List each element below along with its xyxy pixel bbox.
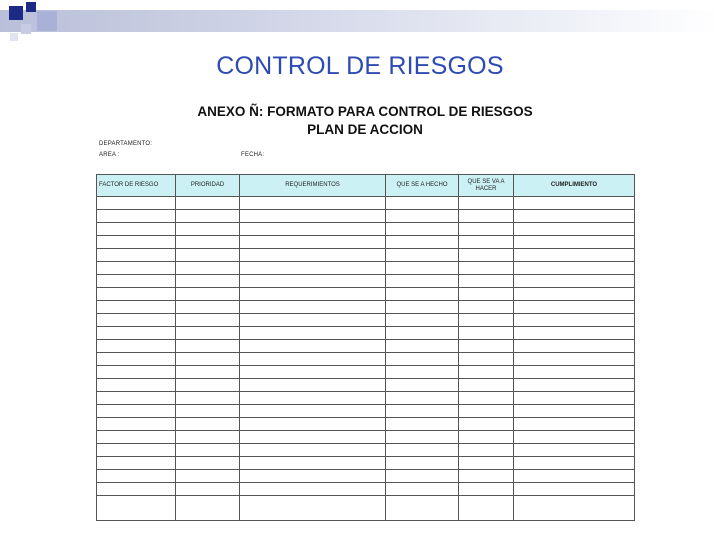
table-cell — [240, 262, 386, 275]
table-cell — [459, 444, 514, 457]
table-cell — [240, 483, 386, 496]
table-cell — [514, 405, 635, 418]
table-cell — [97, 379, 176, 392]
table-cell — [459, 301, 514, 314]
table-cell — [514, 197, 635, 210]
table-cell — [386, 483, 459, 496]
table-cell — [459, 457, 514, 470]
table-cell — [386, 431, 459, 444]
table-row — [97, 483, 635, 496]
form-subtitle: PLAN DE ACCION — [307, 122, 423, 137]
table-cell — [176, 379, 240, 392]
table-cell — [514, 431, 635, 444]
table-row — [97, 470, 635, 483]
table-cell — [97, 197, 176, 210]
table-cell — [386, 210, 459, 223]
decorative-square — [9, 6, 23, 20]
table-row — [97, 314, 635, 327]
table-cell — [459, 327, 514, 340]
table-cell — [459, 262, 514, 275]
table-cell — [97, 262, 176, 275]
header-factor-de-riesgo: FACTOR DE RIESGO — [97, 175, 176, 197]
table-row — [97, 496, 635, 521]
header-cumplimiento: CUMPLIMIENTO — [514, 175, 635, 197]
table-cell — [97, 249, 176, 262]
table-cell — [459, 379, 514, 392]
table-cell — [459, 197, 514, 210]
table-cell — [97, 496, 176, 521]
table-row — [97, 366, 635, 379]
header-que-se-a-hecho: QUE SE A HECHO — [386, 175, 459, 197]
table-cell — [240, 496, 386, 521]
table-cell — [459, 249, 514, 262]
table-cell — [176, 405, 240, 418]
table-cell — [514, 223, 635, 236]
table-cell — [459, 340, 514, 353]
table-row — [97, 262, 635, 275]
header-prioridad: PRIORIDAD — [176, 175, 240, 197]
table-cell — [240, 249, 386, 262]
table-row — [97, 431, 635, 444]
table-cell — [97, 366, 176, 379]
table-cell — [386, 418, 459, 431]
table-cell — [97, 483, 176, 496]
table-cell — [386, 405, 459, 418]
table-cell — [97, 275, 176, 288]
decorative-top-bar — [0, 10, 720, 32]
table-row — [97, 275, 635, 288]
table-cell — [386, 444, 459, 457]
table-cell — [514, 353, 635, 366]
table-cell — [97, 210, 176, 223]
table-cell — [386, 470, 459, 483]
table-row — [97, 392, 635, 405]
action-plan-table — [96, 174, 635, 521]
table-cell — [97, 457, 176, 470]
table-cell — [514, 288, 635, 301]
slide-title: CONTROL DE RIESGOS — [216, 52, 504, 80]
table-cell — [386, 392, 459, 405]
table-cell — [176, 327, 240, 340]
table-cell — [514, 366, 635, 379]
table-cell — [459, 392, 514, 405]
table-cell — [97, 392, 176, 405]
departamento-label: DEPARTAMENTO: — [99, 141, 153, 147]
table-cell — [240, 470, 386, 483]
table-row — [97, 340, 635, 353]
table-cell — [459, 405, 514, 418]
table-cell — [176, 197, 240, 210]
table-row — [97, 405, 635, 418]
table-cell — [240, 379, 386, 392]
table-cell — [97, 223, 176, 236]
table-cell — [176, 249, 240, 262]
table-cell — [176, 418, 240, 431]
table-cell — [240, 353, 386, 366]
table-cell — [386, 366, 459, 379]
table-cell — [97, 236, 176, 249]
form-title: ANEXO Ñ: FORMATO PARA CONTROL DE RIESGOS — [197, 104, 533, 119]
table-cell — [386, 223, 459, 236]
table-cell — [514, 314, 635, 327]
table-cell — [459, 210, 514, 223]
table-cell — [514, 262, 635, 275]
table-cell — [386, 457, 459, 470]
table-cell — [514, 210, 635, 223]
table-cell — [240, 236, 386, 249]
table-cell — [459, 275, 514, 288]
table-row — [97, 379, 635, 392]
table-cell — [240, 392, 386, 405]
table-cell — [386, 236, 459, 249]
table-cell — [386, 327, 459, 340]
decorative-square — [21, 24, 31, 34]
table-cell — [240, 314, 386, 327]
table-row — [97, 210, 635, 223]
table-cell — [176, 366, 240, 379]
table-cell — [176, 392, 240, 405]
decorative-square — [26, 2, 36, 12]
table-cell — [459, 366, 514, 379]
table-cell — [514, 379, 635, 392]
table-cell — [240, 366, 386, 379]
table-row — [97, 353, 635, 366]
table-cell — [97, 327, 176, 340]
table-cell — [240, 418, 386, 431]
table-cell — [386, 275, 459, 288]
table-row — [97, 223, 635, 236]
table-cell — [459, 418, 514, 431]
table-cell — [514, 236, 635, 249]
table-cell — [459, 314, 514, 327]
table-cell — [176, 444, 240, 457]
table-cell — [240, 457, 386, 470]
table-cell — [514, 301, 635, 314]
table-row — [97, 457, 635, 470]
table-cell — [240, 210, 386, 223]
table-cell — [459, 288, 514, 301]
table-cell — [386, 301, 459, 314]
table-row — [97, 301, 635, 314]
table-cell — [514, 340, 635, 353]
table-cell — [97, 353, 176, 366]
table-cell — [514, 418, 635, 431]
table-cell — [459, 496, 514, 521]
table-cell — [386, 262, 459, 275]
table-cell — [240, 288, 386, 301]
table-cell — [240, 431, 386, 444]
table-cell — [459, 470, 514, 483]
table-cell — [514, 470, 635, 483]
table-cell — [240, 340, 386, 353]
table-cell — [97, 288, 176, 301]
decorative-square — [37, 11, 57, 31]
table-cell — [176, 431, 240, 444]
table-cell — [386, 288, 459, 301]
table-cell — [386, 340, 459, 353]
table-cell — [97, 314, 176, 327]
table-cell — [386, 249, 459, 262]
table-cell — [97, 444, 176, 457]
table-cell — [176, 470, 240, 483]
table-cell — [514, 249, 635, 262]
table-cell — [514, 275, 635, 288]
table-row — [97, 249, 635, 262]
table-cell — [240, 301, 386, 314]
table-cell — [386, 314, 459, 327]
decorative-square — [10, 33, 18, 41]
table-cell — [176, 236, 240, 249]
table-cell — [386, 353, 459, 366]
table-cell — [176, 340, 240, 353]
table-cell — [97, 340, 176, 353]
table-row — [97, 327, 635, 340]
table-cell — [240, 197, 386, 210]
table-cell — [176, 353, 240, 366]
fecha-label: FECHA: — [241, 152, 265, 158]
table-cell — [97, 405, 176, 418]
table-cell — [459, 223, 514, 236]
table-cell — [176, 223, 240, 236]
table-cell — [514, 392, 635, 405]
table-cell — [176, 262, 240, 275]
table-row — [97, 418, 635, 431]
table-cell — [176, 275, 240, 288]
table-cell — [240, 444, 386, 457]
table-cell — [240, 223, 386, 236]
table-cell — [240, 405, 386, 418]
table-cell — [240, 327, 386, 340]
table-cell — [514, 327, 635, 340]
table-body — [97, 197, 635, 521]
table-cell — [459, 353, 514, 366]
table-cell — [514, 457, 635, 470]
table-cell — [459, 431, 514, 444]
table-cell — [176, 314, 240, 327]
table-cell — [176, 457, 240, 470]
table-cell — [176, 483, 240, 496]
table-cell — [514, 483, 635, 496]
header-requerimientos: REQUERIMIENTOS — [240, 175, 386, 197]
table-cell — [176, 496, 240, 521]
table-cell — [97, 418, 176, 431]
table-row — [97, 197, 635, 210]
area-label: AREA : — [99, 152, 120, 158]
table-cell — [514, 496, 635, 521]
table-cell — [176, 288, 240, 301]
table-cell — [176, 301, 240, 314]
table-cell — [386, 379, 459, 392]
table-cell — [240, 275, 386, 288]
table-cell — [514, 444, 635, 457]
table-header-row — [97, 175, 635, 197]
table-row — [97, 444, 635, 457]
table-cell — [97, 431, 176, 444]
table-row — [97, 236, 635, 249]
header-que-se-va-a-hacer: QUE SE VA A HACER — [459, 175, 514, 197]
table-cell — [459, 236, 514, 249]
table-cell — [459, 483, 514, 496]
table-cell — [386, 496, 459, 521]
table-cell — [97, 470, 176, 483]
table-cell — [386, 197, 459, 210]
table-cell — [97, 301, 176, 314]
table-row — [97, 288, 635, 301]
table-cell — [176, 210, 240, 223]
